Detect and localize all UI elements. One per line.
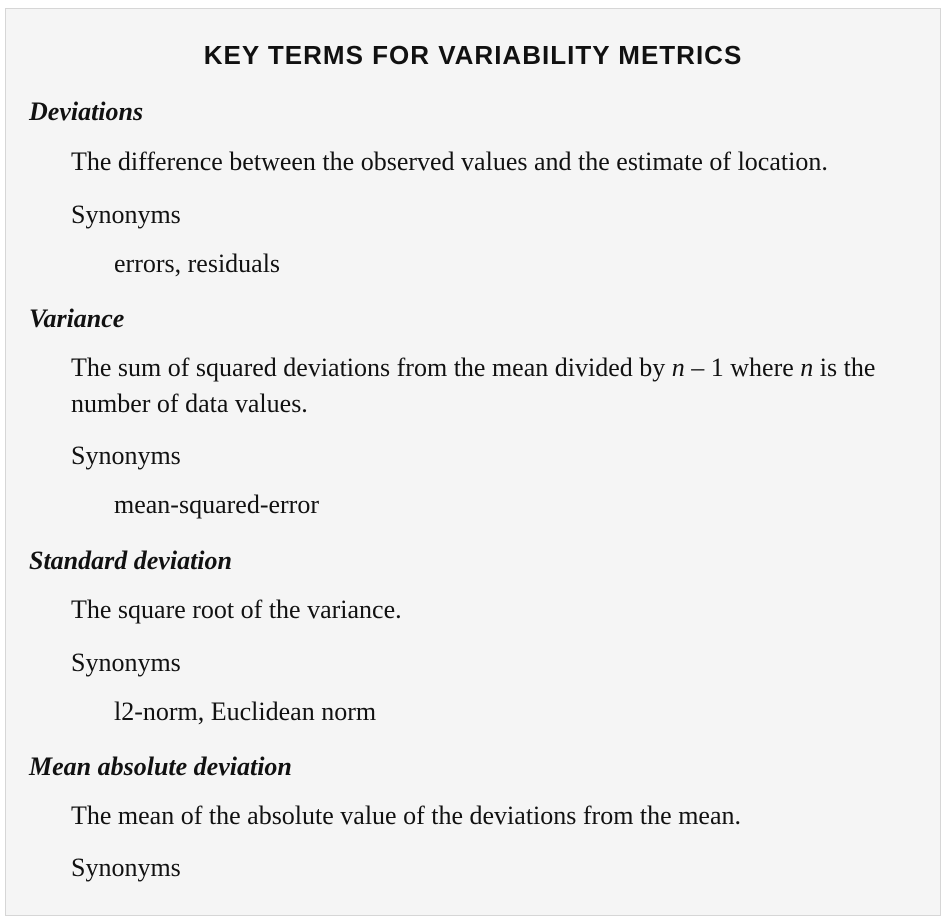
definition-mean-absolute-deviation: The mean of the absolute value of the deviations from the mean. [71, 801, 741, 830]
synonyms-label: Synonyms [71, 648, 181, 677]
key-terms-box [5, 8, 941, 916]
synonyms-label: Synonyms [71, 441, 181, 470]
synonyms-label: Synonyms [71, 200, 181, 229]
term-variance: Variance [29, 304, 125, 333]
box-title: KEY TERMS FOR VARIABILITY METRICS [203, 40, 743, 70]
definition-deviations: The difference between the observed values and the estimate of location. [71, 147, 828, 176]
definition-standard-deviation: The square root of the variance. [71, 595, 402, 624]
synonyms-label: Synonyms [71, 853, 181, 882]
term-mean-absolute-deviation: Mean absolute deviation [29, 752, 292, 781]
synonyms-standard-deviation: l2-norm, Euclidean norm [114, 697, 377, 726]
definition-variance: The sum of squared deviations from the mean divided by n – 1 where n is the number of data values. [71, 353, 876, 418]
term-standard-deviation: Standard deviation [29, 546, 232, 575]
synonyms-deviations: errors, residuals [114, 249, 281, 278]
term-deviations: Deviations [29, 97, 144, 126]
synonyms-variance: mean-squared-error [114, 490, 319, 519]
